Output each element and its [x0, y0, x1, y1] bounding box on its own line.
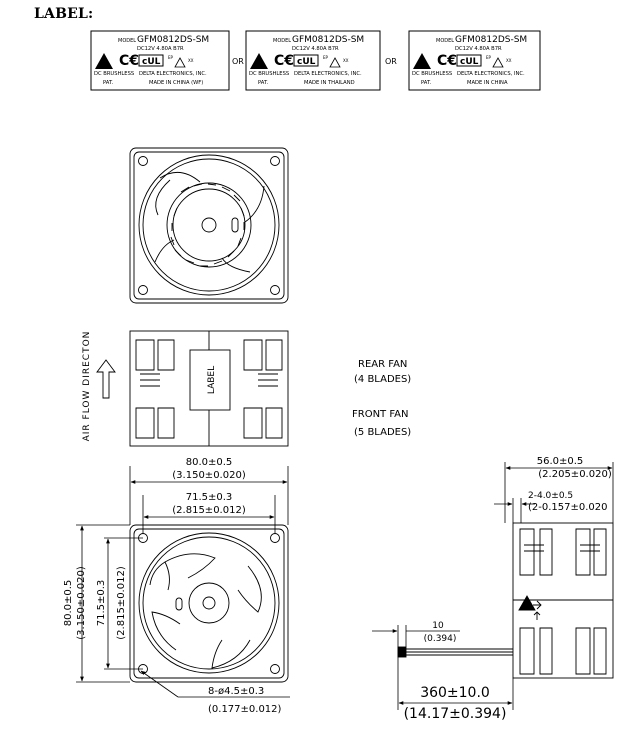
label-xx: XX [188, 58, 194, 63]
label-company: DELTA ELECTRONICS, INC. [457, 71, 525, 77]
airflow-arrow-icon [97, 360, 115, 398]
front-fan-note: FRONT FAN [352, 409, 409, 420]
label-company: DELTA ELECTRONICS, INC. [139, 71, 207, 77]
rear-blades-note: (4 BLADES) [354, 374, 412, 385]
label-brushless: DC BRUSHLESS [94, 71, 135, 77]
label-card-2 [246, 31, 380, 90]
pitch-mm-text: 71.5±0.3 [185, 492, 233, 503]
label-model-prefix: MODEL [118, 38, 137, 44]
hole-in-text: (0.177±0.012) [208, 704, 282, 715]
svg-text:ᴄUL: ᴄUL [142, 57, 161, 67]
vpitch-in-text: (2.815±0.012) [116, 566, 127, 640]
vpitch-mm-text: 71.5±0.3 [96, 579, 107, 627]
label-brushless: DC BRUSHLESS [412, 71, 453, 77]
label-pat: PAT. [103, 80, 114, 86]
pitch-in-text: (2.815±0.012) [172, 505, 246, 516]
or-separator: OR [232, 57, 244, 66]
label-ep: EP [168, 55, 173, 60]
label-brushless: DC BRUSHLESS [249, 71, 290, 77]
strip-mm-text: 10 [432, 621, 444, 631]
label-model: GFM0812DS-SM [137, 35, 210, 45]
strip-in-text: (0.394) [423, 634, 457, 644]
side-label-text: LABEL [207, 365, 217, 395]
label-model: GFM0812DS-SM [455, 35, 528, 45]
height-mm-text: 80.0±0.5 [63, 579, 74, 627]
label-ep: EP [486, 55, 491, 60]
airflow-direction-text: AIR FLOW DIRECTON [82, 330, 92, 442]
label-origin: MADE IN THAILAND [304, 80, 355, 86]
label-rating: DC12V 4.80A B7R [137, 46, 184, 52]
label-card-1 [91, 31, 229, 90]
label-rating: DC12V 4.80A B7R [292, 46, 339, 52]
delta-side-logo-icon [519, 596, 535, 610]
ce-mark-icon: C€ [437, 53, 458, 69]
width-mm-text: 80.0±0.5 [185, 457, 233, 468]
label-xx: XX [506, 58, 512, 63]
label-company: DELTA ELECTRONICS, INC. [294, 71, 362, 77]
front-blades-note: (5 BLADES) [354, 427, 412, 438]
front-view-bottom [130, 525, 288, 682]
label-origin: MADE IN CHINA (WF) [149, 80, 204, 86]
gap-in-text: (2-0.157±0.020 [528, 502, 608, 513]
label-ep: EP [323, 55, 328, 60]
lead-mm-text: 360±10.0 [420, 685, 490, 701]
label-pat: PAT. [421, 80, 432, 86]
page-title: LABEL: [34, 6, 94, 22]
or-separator: OR [385, 57, 397, 66]
label-rating: DC12V 4.80A B7R [455, 46, 502, 52]
front-view-top [130, 148, 288, 303]
label-card-3 [409, 31, 540, 90]
label-model-prefix: MODEL [436, 38, 455, 44]
label-origin: MADE IN CHINA [467, 80, 508, 86]
depth-in-text: (2.205±0.020) [538, 469, 612, 480]
label-model-prefix: MODEL [273, 38, 292, 44]
width-in-text: (3.150±0.020) [172, 470, 246, 481]
svg-text:ᴄUL: ᴄUL [297, 57, 316, 67]
height-in-text: (3.150±0.020) [76, 566, 87, 640]
lead-in-text: (14.17±0.394) [403, 706, 507, 722]
label-xx: XX [343, 58, 349, 63]
rear-fan-note: REAR FAN [358, 359, 408, 370]
hole-mm-text: 8-ø4.5±0.3 [208, 686, 265, 697]
ce-mark-icon: C€ [119, 53, 140, 69]
label-model: GFM0812DS-SM [292, 35, 365, 45]
gap-mm-text: 2-4.0±0.5 [528, 491, 574, 501]
svg-text:ᴄUL: ᴄUL [460, 57, 479, 67]
depth-mm-text: 56.0±0.5 [536, 456, 584, 467]
ce-mark-icon: C€ [274, 53, 295, 69]
side-view-cable [398, 523, 613, 678]
label-pat: PAT. [258, 80, 269, 86]
